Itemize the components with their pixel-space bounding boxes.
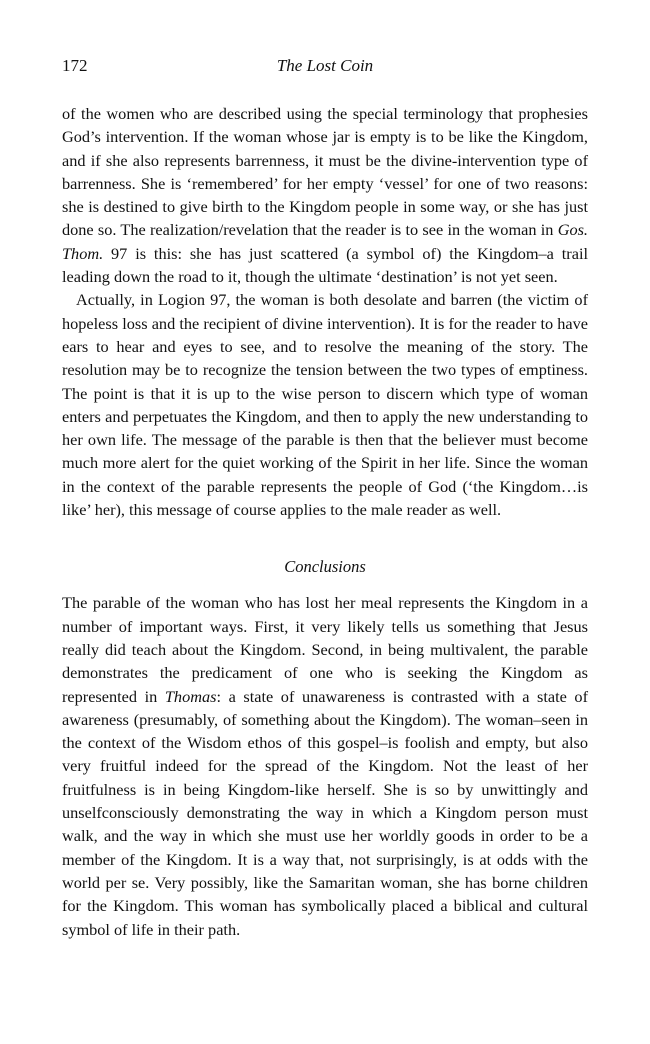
paragraph-1-italic-citation: Gos. Thom. <box>62 220 588 263</box>
paragraph-1-text-continued: 97 is this: she has just scattered (a symbol of) the Kingdom–a trail leading down the road to it, though the ultimate ‘destination’ is not yet seen. <box>62 243 588 287</box>
paragraph-1-text: of the women who are described using the special terminology that prophesies God’s intervention. If the woman whose jar is empty is to be like the Kingdom, and if she also represents barrenness, it must be the divine-intervention type of barrenness. She is ‘remembered’ for her empty ‘vessel’ for one of two reasons: she is destined to give birth to the Kingdom people in some way, or she has just done so. The realization/revelation that the reader is to see in the woman in <box>62 104 588 240</box>
conclusions-paragraph-italic-title: Thomas <box>164 686 217 706</box>
conclusions-paragraph-text-continued: : a state of unawareness is contrasted with a state of awareness (presumably, of something about the Kingdom). The woman–seen in the context of the Wisdom ethos of this gospel–is foolish and empty, but also very fruitful indeed for the spread of the Kingdom. Not the least of her fruitfulness is in being Kingdom-like herself. She is so by unwittingly and unselfconsciously demonstrating the way in which a Kingdom person must walk, and the way in which she must use her worldly goods in order to be a member of the Kingdom. It is a way that, not surprisingly, is at odds with the world per se. Very possibly, like the Samaritan woman, she has borne children for the Kingdom. This woman has symbolically placed a biblical and cultural symbol of life in their path. <box>62 686 588 939</box>
running-head <box>62 56 588 84</box>
page-number: 172 <box>62 56 88 75</box>
conclusions-paragraph <box>62 591 588 940</box>
paragraph-1 <box>62 102 588 288</box>
body-text <box>62 102 588 941</box>
paragraph-2 <box>62 288 588 521</box>
conclusions-paragraph-text: The parable of the woman who has lost her meal represents the Kingdom in a number of important ways. First, it very likely tells us something that Jesus really did teach about the Kingdom. Second, in being multivalent, the parable demonstrates the predicament of one who is seeking the Kingdom as represented in <box>62 593 588 706</box>
running-title: The Lost Coin <box>276 56 374 75</box>
section-heading: Conclusions <box>284 557 366 577</box>
book-page <box>62 56 588 941</box>
paragraph-2-text: Actually, in Logion 97, the woman is both desolate and barren (the victim of hopeless loss and the recipient of divine intervention). It is for the reader to have ears to hear and eyes to see, and to resolve the meaning of the story. The resolution may be to recognize the tension between the two types of emptiness. The point is that it is up to the wise person to discern which type of woman enters and perpetuates the Kingdom, and then to apply the new understanding to her own life. The message of the parable is then that the believer must become much more alert for the quiet working of the Spirit in her life. Since the woman in the context of the parable represents the people of God (‘the Kingdom…is like’ her), this message of course applies to the male reader as well. <box>62 290 588 520</box>
